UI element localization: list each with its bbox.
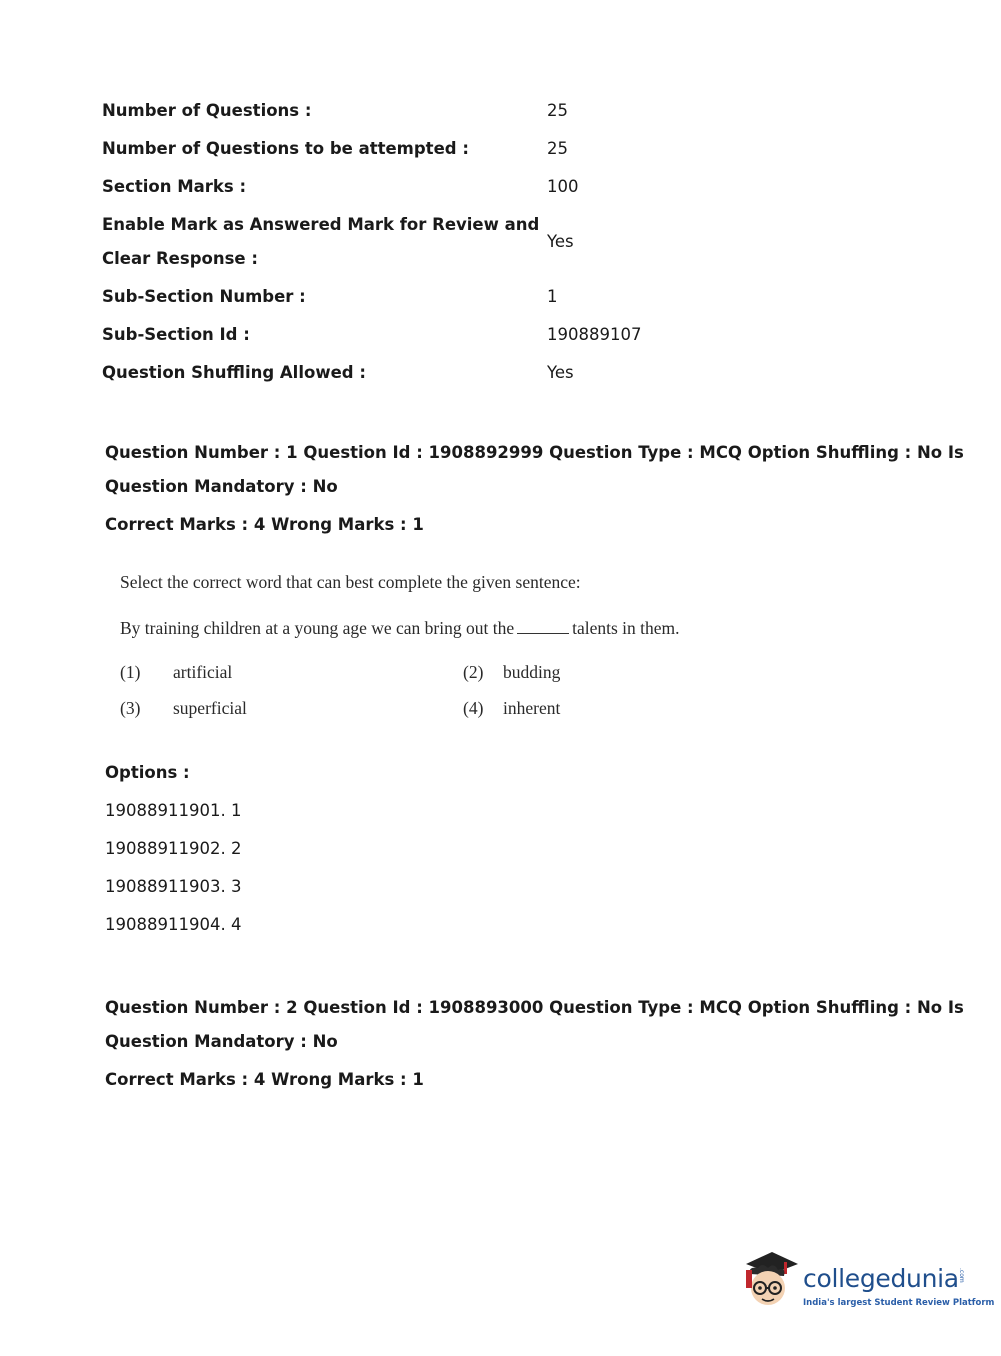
q1-option-3: 19088911903. 3: [105, 877, 242, 896]
q1-options-label: Options :: [105, 763, 190, 782]
info-value-attempted: 25: [547, 139, 568, 158]
info-label-subsection-number: Sub-Section Number :: [102, 287, 306, 306]
q1-choice-3-num: (3): [120, 698, 141, 718]
info-label-subsection-id: Sub-Section Id :: [102, 325, 250, 344]
logo-wordmark: collegedunia: [803, 1264, 959, 1293]
q1-marks: Correct Marks : 4 Wrong Marks : 1: [105, 515, 424, 534]
info-label-section-marks: Section Marks :: [102, 177, 247, 196]
q1-header-line2: Question Mandatory : No: [105, 477, 338, 496]
info-value-questions: 25: [547, 101, 568, 120]
q1-choice-3-text: superficial: [173, 698, 247, 718]
q1-choice-4-text: inherent: [503, 698, 561, 718]
info-value-section-marks: 100: [547, 177, 579, 196]
q1-sentence: [120, 618, 680, 639]
info-value-shuffling: Yes: [547, 363, 574, 382]
q1-option-2: 19088911902. 2: [105, 839, 242, 858]
info-label-enable-mark-line1: Enable Mark as Answered Mark for Review and: [102, 215, 540, 234]
q1-sentence-after: talents in them.: [572, 618, 680, 638]
q1-choice-1-text: artificial: [173, 662, 233, 682]
q1-header-line1: Question Number : 1 Question Id : 1908892999 Question Type : MCQ Option Shuffling : No Is: [105, 443, 964, 462]
q1-option-4: 19088911904. 4: [105, 915, 242, 934]
info-label-questions: Number of Questions :: [102, 101, 312, 120]
q1-option-1: 19088911901. 1: [105, 801, 242, 820]
q2-header-line2: Question Mandatory : No: [105, 1032, 338, 1051]
q2-marks: Correct Marks : 4 Wrong Marks : 1: [105, 1070, 424, 1089]
info-value-enable-mark: Yes: [547, 232, 574, 251]
q1-sentence-blank: [517, 619, 569, 634]
info-label-enable-mark-line2: Clear Response :: [102, 249, 258, 268]
q1-choice-2-num: (2): [463, 662, 484, 682]
q1-choice-4-num: (4): [463, 698, 484, 718]
logo-tagline: India's largest Student Review Platform: [803, 1298, 995, 1308]
q1-choice-2-text: budding: [503, 662, 561, 682]
mascot-icon: [740, 1248, 802, 1314]
info-value-subsection-number: 1: [547, 287, 558, 306]
info-label-attempted: Number of Questions to be attempted :: [102, 139, 469, 158]
info-value-subsection-id: 190889107: [547, 325, 642, 344]
q2-header-line1: Question Number : 2 Question Id : 1908893000 Question Type : MCQ Option Shuffling : No Is: [105, 998, 964, 1017]
logo-suffix: .com: [958, 1268, 965, 1283]
q1-instruction: Select the correct word that can best complete the given sentence:: [120, 572, 581, 592]
q1-sentence-before: By training children at a young age we can bring out the: [120, 618, 515, 638]
info-label-shuffling: Question Shuffling Allowed :: [102, 363, 366, 382]
q1-choice-1-num: (1): [120, 662, 141, 682]
